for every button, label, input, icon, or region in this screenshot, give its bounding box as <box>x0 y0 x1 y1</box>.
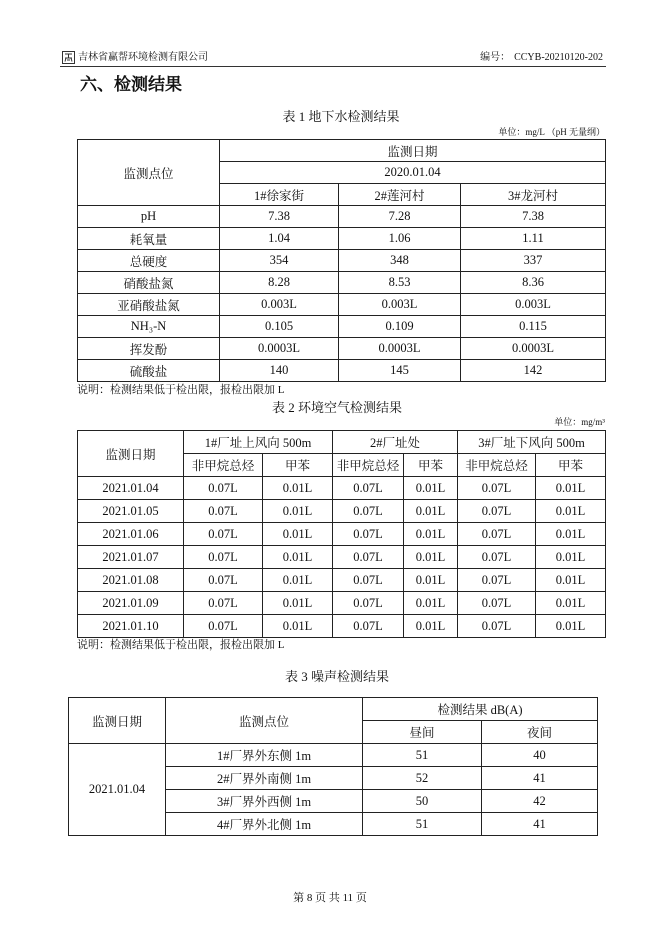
table1-value-cell: 0.115 <box>461 316 606 338</box>
table1-value-cell: 142 <box>461 360 606 382</box>
table3-night-cell: 42 <box>482 790 598 813</box>
company-name: 吉林省赢帮环境检测有限公司 <box>78 52 208 63</box>
table3-day-cell: 52 <box>363 767 482 790</box>
table2-value-cell: 0.07L <box>184 477 263 500</box>
table1-item-cell: 总硬度 <box>78 250 220 272</box>
page-number: 第 8 页 共 11 页 <box>293 892 367 904</box>
table-row <box>78 272 606 294</box>
table2-value-cell: 0.07L <box>458 500 536 523</box>
table2-date-cell: 2021.01.06 <box>78 523 184 546</box>
table1-body <box>78 206 606 382</box>
table-row <box>78 500 606 523</box>
table2-value-cell: 0.07L <box>333 523 404 546</box>
table1-date-header: 监测日期 <box>220 140 606 162</box>
table3-header-row <box>69 698 598 721</box>
table2-value-cell: 0.07L <box>458 523 536 546</box>
report-number-label: 编号： <box>480 52 511 63</box>
table1-value-cell: 7.28 <box>339 206 461 228</box>
table2-value-cell: 0.01L <box>536 546 606 569</box>
table3-date-header: 监测日期 <box>69 698 166 744</box>
table3-night-cell: 41 <box>482 813 598 836</box>
table3-date-cell: 2021.01.04 <box>69 744 166 836</box>
table2-value-cell: 0.01L <box>536 569 606 592</box>
table-row <box>78 316 606 338</box>
table2-site-header: 1#厂址上风向 500m <box>184 431 333 454</box>
section-title: 六、检测结果 <box>80 75 182 94</box>
company-logo <box>62 51 75 64</box>
table1-value-cell: 145 <box>339 360 461 382</box>
table2-value-cell: 0.07L <box>333 615 404 638</box>
table1-value-cell: 0.0003L <box>339 338 461 360</box>
table-row <box>78 546 606 569</box>
table1-value-cell: 348 <box>339 250 461 272</box>
table-row <box>78 228 606 250</box>
table2-value-cell: 0.07L <box>458 615 536 638</box>
table1-note: 说明：检测结果低于检出限，报检出限加 L <box>77 384 285 396</box>
table1-value-cell: 1.04 <box>220 228 339 250</box>
table1-item-cell: pH <box>78 206 220 228</box>
table2-value-cell: 0.07L <box>184 569 263 592</box>
table2-value-cell: 0.07L <box>333 569 404 592</box>
table-row <box>78 206 606 228</box>
table2-value-cell: 0.01L <box>404 592 458 615</box>
table2-pollutant-header: 甲苯 <box>263 454 333 477</box>
table3-site-cell: 3#厂界外西侧 1m <box>166 790 363 813</box>
table2-date-header: 监测日期 <box>78 431 184 477</box>
report-number <box>480 51 603 65</box>
table1-item-cell: 亚硝酸盐氮 <box>78 294 220 316</box>
table2-value-cell: 0.01L <box>404 615 458 638</box>
table2-value-cell: 0.07L <box>458 569 536 592</box>
table-row <box>78 294 606 316</box>
table2-value-cell: 0.01L <box>263 546 333 569</box>
noise-table <box>68 697 598 836</box>
table2-value-cell: 0.07L <box>458 592 536 615</box>
table2-note: 说明：检测结果低于检出限，报检出限加 L <box>77 639 285 651</box>
table2-date-cell: 2021.01.07 <box>78 546 184 569</box>
table2-value-cell: 0.01L <box>263 477 333 500</box>
table3-night-cell: 40 <box>482 744 598 767</box>
table1-item-cell: 硝酸盐氮 <box>78 272 220 294</box>
table2-unit: 单位：mg/m³ <box>554 417 605 427</box>
table2-date-cell: 2021.01.09 <box>78 592 184 615</box>
table2-header-row <box>78 431 606 454</box>
table-row <box>78 360 606 382</box>
table3-day-cell: 51 <box>363 813 482 836</box>
table-row <box>78 569 606 592</box>
table-row <box>69 744 598 767</box>
table1-item-cell: 耗氧量 <box>78 228 220 250</box>
table2-value-cell: 0.01L <box>404 569 458 592</box>
table2-value-cell: 0.01L <box>404 546 458 569</box>
table2-pollutant-header: 甲苯 <box>404 454 458 477</box>
table3-body <box>69 744 598 836</box>
table2-value-cell: 0.01L <box>263 615 333 638</box>
table1-site-header: 1#徐家街 <box>220 184 339 206</box>
table1-value-cell: 337 <box>461 250 606 272</box>
table3-site-cell: 4#厂界外北侧 1m <box>166 813 363 836</box>
table1-unit: 单位：mg/L （pH 无量纲） <box>498 127 605 137</box>
table3-night-header: 夜间 <box>482 721 598 744</box>
table2-value-cell: 0.07L <box>184 500 263 523</box>
table1-date: 2020.01.04 <box>220 162 606 184</box>
table2-value-cell: 0.01L <box>263 592 333 615</box>
table1-value-cell: 8.36 <box>461 272 606 294</box>
table2-value-cell: 0.01L <box>536 592 606 615</box>
table2-date-cell: 2021.01.10 <box>78 615 184 638</box>
table2-pollutant-header: 非甲烷总烃 <box>184 454 263 477</box>
table2-pollutant-header: 非甲烷总烃 <box>458 454 536 477</box>
table-row <box>78 592 606 615</box>
table1-header-row <box>78 140 606 162</box>
table2-value-cell: 0.01L <box>404 523 458 546</box>
table2-value-cell: 0.07L <box>184 592 263 615</box>
table2-date-cell: 2021.01.05 <box>78 500 184 523</box>
table2-value-cell: 0.01L <box>536 615 606 638</box>
table2-site-header: 2#厂址处 <box>333 431 458 454</box>
table1-value-cell: 8.28 <box>220 272 339 294</box>
table2-value-cell: 0.07L <box>184 546 263 569</box>
table-row <box>78 338 606 360</box>
table2-value-cell: 0.07L <box>333 500 404 523</box>
table2-value-cell: 0.01L <box>263 523 333 546</box>
table2-site-header: 3#厂址下风向 500m <box>458 431 606 454</box>
table3-day-cell: 51 <box>363 744 482 767</box>
table2-value-cell: 0.01L <box>536 500 606 523</box>
table2-value-cell: 0.07L <box>333 477 404 500</box>
table1-value-cell: 7.38 <box>220 206 339 228</box>
table3-night-cell: 41 <box>482 767 598 790</box>
table2-value-cell: 0.07L <box>184 615 263 638</box>
table2-body <box>78 477 606 638</box>
table1-point-header: 监测点位 <box>78 140 220 206</box>
table1-item-cell: NH₃-N <box>78 316 220 338</box>
table3-result-header: 检测结果 dB(A) <box>363 698 598 721</box>
table-row <box>78 250 606 272</box>
table2-value-cell: 0.01L <box>536 477 606 500</box>
table2-value-cell: 0.01L <box>263 500 333 523</box>
table2-date-cell: 2021.01.04 <box>78 477 184 500</box>
table3-point-header: 监测点位 <box>166 698 363 744</box>
table-row <box>78 523 606 546</box>
table2-value-cell: 0.07L <box>333 546 404 569</box>
table2-date-cell: 2021.01.08 <box>78 569 184 592</box>
table2-pollutant-header: 非甲烷总烃 <box>333 454 404 477</box>
table2-value-cell: 0.01L <box>536 523 606 546</box>
table1-item-cell: 硫酸盐 <box>78 360 220 382</box>
table2-value-cell: 0.01L <box>404 500 458 523</box>
table1-value-cell: 7.38 <box>461 206 606 228</box>
table2-pollutant-header: 甲苯 <box>536 454 606 477</box>
table1-value-cell: 1.06 <box>339 228 461 250</box>
table2-value-cell: 0.01L <box>404 477 458 500</box>
table1-value-cell: 1.11 <box>461 228 606 250</box>
table1-site-header: 2#莲河村 <box>339 184 461 206</box>
table1-value-cell: 0.109 <box>339 316 461 338</box>
table1-value-cell: 0.003L <box>220 294 339 316</box>
table1-value-cell: 8.53 <box>339 272 461 294</box>
table1-value-cell: 0.105 <box>220 316 339 338</box>
table1-value-cell: 0.0003L <box>220 338 339 360</box>
table2-value-cell: 0.07L <box>458 477 536 500</box>
table1-value-cell: 0.0003L <box>461 338 606 360</box>
table2-value-cell: 0.07L <box>458 546 536 569</box>
table3-day-cell: 50 <box>363 790 482 813</box>
table3-site-cell: 2#厂界外南侧 1m <box>166 767 363 790</box>
ambient-air-table <box>77 430 606 638</box>
table1-title: 表 1 地下水检测结果 <box>282 109 400 124</box>
table1-site-header: 3#龙河村 <box>461 184 606 206</box>
header-divider <box>60 66 606 67</box>
table2-value-cell: 0.07L <box>184 523 263 546</box>
table2-value-cell: 0.07L <box>333 592 404 615</box>
table1-value-cell: 0.003L <box>461 294 606 316</box>
table-row <box>78 615 606 638</box>
table3-title: 表 3 噪声检测结果 <box>284 669 389 684</box>
table3-site-cell: 1#厂界外东侧 1m <box>166 744 363 767</box>
report-number-value: CCYB-20210120-202 <box>514 52 603 63</box>
table1-item-cell: 挥发酚 <box>78 338 220 360</box>
table1-value-cell: 140 <box>220 360 339 382</box>
table1-value-cell: 0.003L <box>339 294 461 316</box>
table-row <box>78 477 606 500</box>
table2-title: 表 2 环境空气检测结果 <box>271 400 402 415</box>
table3-day-header: 昼间 <box>363 721 482 744</box>
table2-value-cell: 0.01L <box>263 569 333 592</box>
groundwater-table <box>77 139 606 382</box>
table1-value-cell: 354 <box>220 250 339 272</box>
